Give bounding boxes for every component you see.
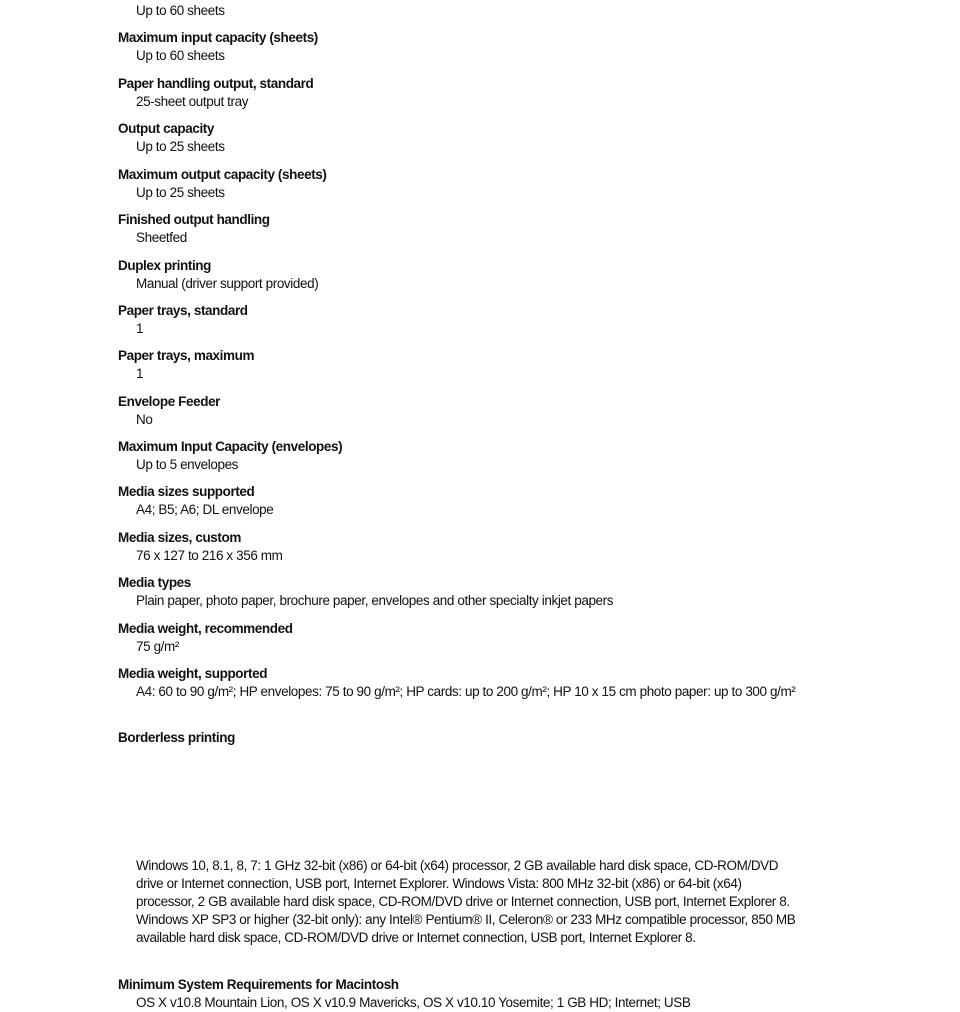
spec-trays-standard	[118, 302, 798, 338]
spec-value: Windows 10, 8.1, 8, 7: 1 GHz 32-bit (x86) or 64-bit (x64) processor, 2 GB available hard disk space, CD-ROM/DVD drive or Internet connection, USB port, Internet Explorer. Windows Vista: 800 MHz 32-bit (x86) or 64-bit (x64) processor, 2 GB available hard disk space, CD-ROM/DVD drive or Internet connection, USB port, Internet Explorer 8. Windows XP SP3 or higher (32-bit only): any Intel® Pentium® II, Celeron® or 233 MHz compatible processor, 850 MB available hard disk space, CD-ROM/DVD drive or Internet connection, USB port, Internet Explorer 8.	[136, 858, 796, 945]
spec-media-types	[118, 574, 798, 610]
spec-value: Manual (driver support provided)	[136, 276, 319, 291]
spec-borderless-printing	[118, 729, 798, 747]
spec-label: Finished output handling	[118, 212, 270, 227]
spec-label: Paper handling output, standard	[118, 76, 314, 91]
spec-value: 1	[136, 321, 144, 336]
spec-media-sizes-supported	[118, 483, 798, 519]
spec-finished-output	[118, 211, 798, 247]
spec-value: 1	[136, 366, 144, 381]
spec-label: Output capacity	[118, 121, 215, 136]
spec-value: No	[136, 412, 153, 427]
spec-media-weight-recommended	[118, 620, 798, 656]
spec-max-output-capacity	[118, 166, 798, 202]
spec-label: Maximum output capacity (sheets)	[118, 167, 327, 182]
spec-value: 25-sheet output tray	[136, 94, 249, 109]
spec-value: Plain paper, photo paper, brochure paper, envelopes and other specialty inkjet papers	[136, 593, 614, 608]
spec-label: Media sizes supported	[118, 484, 255, 499]
spec-system-requirements-mac	[118, 976, 798, 1012]
spec-label: Paper trays, standard	[118, 303, 248, 318]
spec-value: Up to 25 sheets	[136, 139, 225, 154]
spec-label: Maximum input capacity (sheets)	[118, 30, 318, 45]
spec-label: Media sizes, custom	[118, 530, 241, 545]
spec-value: 75 g/m²	[136, 639, 179, 654]
spec-label: Envelope Feeder	[118, 394, 221, 409]
spec-max-input-capacity	[118, 29, 798, 65]
spec-max-input-envelopes	[118, 438, 798, 474]
spec-label: Media types	[118, 575, 191, 590]
spec-media-weight-supported	[118, 665, 798, 701]
spec-value: Up to 60 sheets	[136, 48, 225, 63]
spec-value: Up to 60 sheets	[136, 3, 225, 18]
spec-value: Up to 5 envelopes	[136, 457, 239, 472]
spec-label: Borderless printing	[118, 730, 235, 745]
spec-trays-maximum	[118, 347, 798, 383]
spec-label: Media weight, recommended	[118, 621, 293, 636]
spec-paper-output-standard	[118, 75, 798, 111]
spec-envelope-feeder	[118, 393, 798, 429]
spec-value: Sheetfed	[136, 230, 187, 245]
spec-value: Up to 25 sheets	[136, 185, 225, 200]
spec-label: Media weight, supported	[118, 666, 268, 681]
spec-input-capacity	[118, 2, 798, 20]
spec-value: OS X v10.8 Mountain Lion, OS X v10.9 Mavericks, OS X v10.10 Yosemite; 1 GB HD; Internet; USB	[136, 995, 691, 1010]
spec-value: A4: 60 to 90 g/m²; HP envelopes: 75 to 90 g/m²; HP cards: up to 200 g/m²; HP 10 x 15 cm photo paper: up to 300 g/m²	[136, 684, 796, 699]
spec-label: Paper trays, maximum	[118, 348, 255, 363]
spec-label: Minimum System Requirements for Macintosh	[118, 977, 399, 992]
spec-system-requirements-windows	[118, 857, 798, 947]
spec-label: Duplex printing	[118, 258, 211, 273]
spec-label: Maximum Input Capacity (envelopes)	[118, 439, 343, 454]
spec-value: 76 x 127 to 216 x 356 mm	[136, 548, 283, 563]
spec-output-capacity	[118, 120, 798, 156]
spec-duplex	[118, 257, 798, 293]
spec-media-sizes-custom	[118, 529, 798, 565]
spec-value: A4; B5; A6; DL envelope	[136, 502, 274, 517]
